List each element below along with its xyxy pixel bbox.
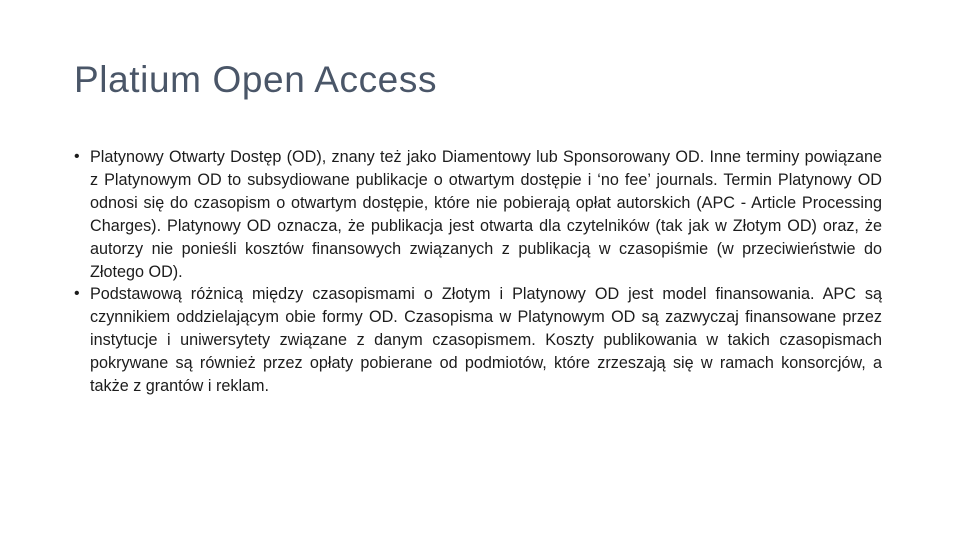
bullet-marker: • <box>74 148 80 165</box>
bullet-list <box>74 146 882 398</box>
bullet-marker: • <box>74 285 80 303</box>
bullet-text: Platynowy Otwarty Dostęp (OD), znany też jako Diamentowy lub Sponsorowany OD. Inne terminy powiązane z Platynowym OD to subsydiowane publikacje o otwartym dostępie i ‘no fee’ journals. Termin Platynowy OD odnosi się do czasopism o otwartym dostępie, które nie pobierają opłat autorskich (APC - Article Processing Charges). Platynowy OD oznacza, że publikacja jest otwarta dla czytelników (tak jak w Złotym OD) oraz, że autorzy nie ponieśli kosztów finansowych związanych z publikacją w czasopiśmie (w przeciwieństwie do Złotego OD). <box>90 148 882 281</box>
bullet-item-platinum-definition <box>74 146 882 283</box>
bullet-item-funding-difference <box>74 283 882 398</box>
slide-title: Platium Open Access <box>74 59 438 100</box>
bullet-text: Podstawową różnicą między czasopismami o Złotym i Platynowy OD jest model finansowania. APC są czynnikiem oddzielającym obie formy OD. Czasopisma w Platynowym OD są zazwyczaj finansowane przez instytucje i uniwersytety związane z danym czasopismem. Koszty publikowania w takich czasopismach pokrywane są również przez opłaty pobierane od podmiotów, które zrzeszają się w ramach konsorcjów, a także z grantów i reklam. <box>90 285 882 396</box>
